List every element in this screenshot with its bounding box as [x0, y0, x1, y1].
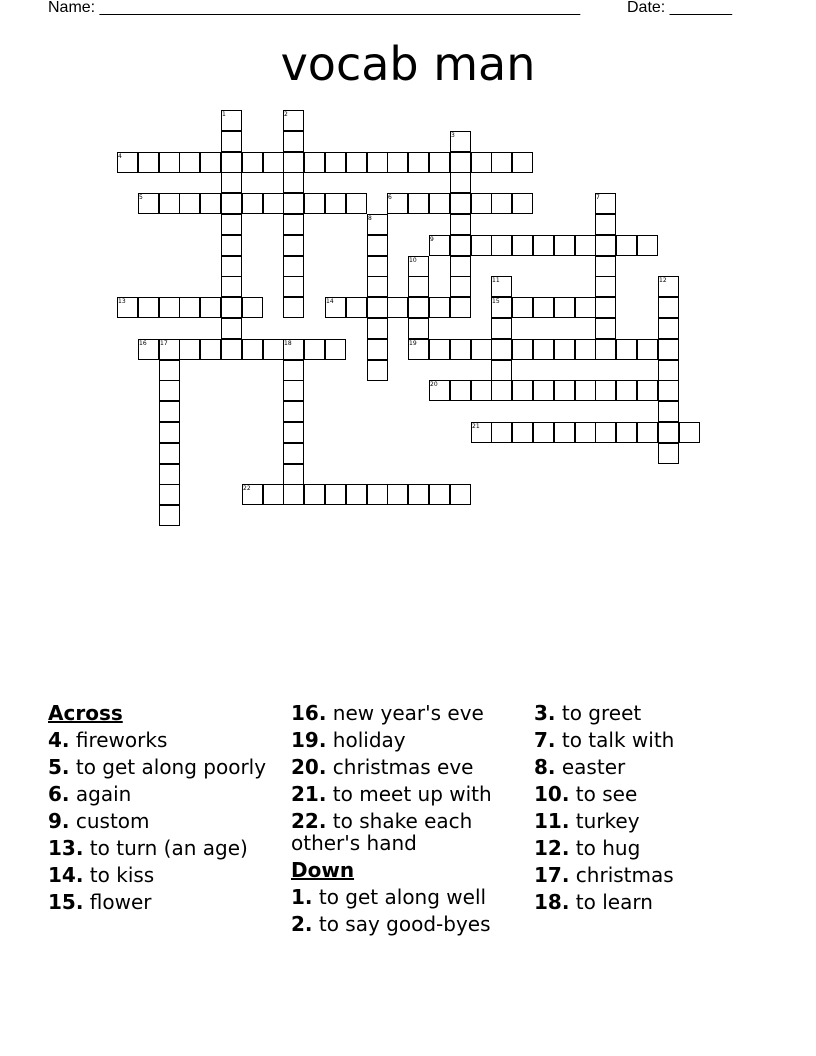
grid-cell[interactable]	[637, 380, 658, 401]
grid-cell[interactable]	[658, 443, 679, 464]
clue-item-text: easter	[555, 755, 626, 779]
clue-column-3	[534, 702, 770, 918]
grid-cell[interactable]	[429, 152, 450, 173]
grid-cell[interactable]	[533, 235, 554, 256]
clue-item-number: 14.	[48, 863, 84, 887]
grid-cell[interactable]	[283, 131, 304, 152]
clue-item	[534, 729, 770, 751]
grid-cell[interactable]	[179, 152, 200, 173]
grid-cell[interactable]	[512, 422, 533, 443]
grid-cell[interactable]	[491, 422, 512, 443]
clue-item-number: 9.	[48, 809, 70, 833]
clue-item-number: 11.	[534, 809, 570, 833]
grid-cell[interactable]	[367, 276, 388, 297]
grid-cell[interactable]	[575, 297, 596, 318]
grid-cell[interactable]	[491, 152, 512, 173]
clue-number: 6	[388, 194, 392, 201]
grid-cell[interactable]	[221, 193, 242, 214]
clue-number: 1	[222, 111, 226, 118]
grid-cell[interactable]	[159, 484, 180, 505]
clue-item-number: 6.	[48, 782, 70, 806]
grid-cell[interactable]	[595, 214, 616, 235]
grid-cell[interactable]	[283, 256, 304, 277]
grid-cell[interactable]	[367, 256, 388, 277]
clue-item-number: 2.	[291, 912, 313, 936]
grid-cell[interactable]	[221, 276, 242, 297]
clue-item-text: to greet	[555, 701, 642, 725]
grid-cell[interactable]	[283, 214, 304, 235]
grid-cell[interactable]	[450, 172, 471, 193]
grid-cell[interactable]	[179, 339, 200, 360]
grid-cell[interactable]	[471, 380, 492, 401]
grid-cell[interactable]	[325, 193, 346, 214]
clue-item-text: to learn	[569, 890, 653, 914]
grid-cell[interactable]	[138, 297, 159, 318]
grid-cell[interactable]	[346, 484, 367, 505]
grid-cell[interactable]	[221, 235, 242, 256]
grid-cell[interactable]	[575, 235, 596, 256]
clue-item	[534, 810, 770, 832]
clue-item	[48, 810, 284, 832]
grid-cell[interactable]	[658, 297, 679, 318]
grid-cell[interactable]	[159, 401, 180, 422]
grid-cell[interactable]	[367, 318, 388, 339]
grid-cell[interactable]	[554, 339, 575, 360]
grid-cell[interactable]	[283, 443, 304, 464]
clue-item-text: to hug	[569, 836, 641, 860]
grid-cell[interactable]	[200, 339, 221, 360]
grid-cell[interactable]	[512, 152, 533, 173]
clue-item-text: to meet up with	[326, 782, 492, 806]
grid-cell[interactable]	[283, 297, 304, 318]
grid-cell[interactable]	[658, 401, 679, 422]
grid-cell[interactable]	[346, 297, 367, 318]
clue-item-text: to say good-byes	[312, 912, 491, 936]
grid-cell[interactable]	[263, 484, 284, 505]
grid-cell[interactable]	[408, 152, 429, 173]
grid-cell[interactable]	[283, 172, 304, 193]
clue-item-number: 13.	[48, 836, 84, 860]
clue-number: 14	[326, 298, 334, 305]
grid-cell[interactable]	[450, 276, 471, 297]
grid-cell[interactable]	[263, 339, 284, 360]
grid-cell[interactable]	[200, 297, 221, 318]
grid-cell[interactable]	[283, 484, 304, 505]
grid-cell[interactable]	[595, 318, 616, 339]
grid-cell[interactable]	[221, 318, 242, 339]
clue-item-number: 5.	[48, 755, 70, 779]
clue-item-number: 15.	[48, 890, 84, 914]
grid-cell[interactable]	[471, 193, 492, 214]
grid-cell[interactable]	[512, 193, 533, 214]
clue-item-text: to talk with	[555, 728, 675, 752]
grid-cell[interactable]	[283, 235, 304, 256]
clue-item	[48, 837, 284, 859]
grid-cell[interactable]	[471, 339, 492, 360]
clue-number: 10	[409, 257, 417, 264]
grid-cell[interactable]	[450, 235, 471, 256]
clue-item-number: 21.	[291, 782, 327, 806]
grid-cell[interactable]	[179, 193, 200, 214]
grid-cell[interactable]	[346, 193, 367, 214]
grid-cell[interactable]	[283, 380, 304, 401]
clue-number: 18	[284, 340, 292, 347]
clue-item	[291, 729, 527, 751]
grid-cell[interactable]	[658, 422, 679, 443]
grid-cell[interactable]	[283, 464, 304, 485]
grid-cell[interactable]	[637, 339, 658, 360]
grid-cell[interactable]	[491, 380, 512, 401]
grid-cell[interactable]	[491, 339, 512, 360]
clue-item	[534, 891, 770, 913]
grid-cell[interactable]	[159, 297, 180, 318]
grid-cell[interactable]	[658, 318, 679, 339]
clue-number: 8	[368, 215, 372, 222]
clue-item-text: turkey	[569, 809, 640, 833]
grid-cell[interactable]	[658, 339, 679, 360]
clue-item-number: 22.	[291, 809, 327, 833]
grid-cell[interactable]	[554, 297, 575, 318]
clue-number: 21	[472, 423, 480, 430]
grid-cell[interactable]	[595, 339, 616, 360]
clue-number: 15	[492, 298, 500, 305]
grid-cell[interactable]	[283, 401, 304, 422]
grid-cell[interactable]	[367, 297, 388, 318]
grid-cell[interactable]	[221, 172, 242, 193]
grid-cell[interactable]	[221, 214, 242, 235]
grid-cell[interactable]	[450, 256, 471, 277]
grid-cell[interactable]	[159, 380, 180, 401]
grid-cell[interactable]	[159, 152, 180, 173]
grid-cell[interactable]	[450, 297, 471, 318]
clue-item	[291, 783, 527, 805]
grid-cell[interactable]	[450, 484, 471, 505]
grid-cell[interactable]	[304, 339, 325, 360]
clue-item-text: holiday	[326, 728, 406, 752]
grid-cell[interactable]	[533, 380, 554, 401]
grid-cell[interactable]	[554, 380, 575, 401]
grid-cell[interactable]	[200, 193, 221, 214]
grid-cell[interactable]	[658, 360, 679, 381]
clue-item-number: 16.	[291, 701, 327, 725]
grid-cell[interactable]	[367, 360, 388, 381]
grid-cell[interactable]	[616, 339, 637, 360]
clue-item	[291, 886, 527, 908]
across-heading: Across	[48, 701, 123, 725]
clue-number: 11	[492, 277, 500, 284]
clue-item	[291, 756, 527, 778]
clue-item-text: fireworks	[69, 728, 168, 752]
clue-number: 3	[451, 132, 455, 139]
clue-item	[291, 913, 527, 935]
name-field-label[interactable]: Name: ______________________________________________________	[48, 0, 581, 16]
grid-cell[interactable]	[304, 484, 325, 505]
grid-cell[interactable]	[429, 339, 450, 360]
grid-cell[interactable]	[595, 422, 616, 443]
grid-cell[interactable]	[304, 193, 325, 214]
grid-cell[interactable]	[616, 235, 637, 256]
grid-cell[interactable]	[533, 297, 554, 318]
clue-item-number: 4.	[48, 728, 70, 752]
grid-cell[interactable]	[325, 484, 346, 505]
clue-item-text: custom	[69, 809, 150, 833]
grid-cell[interactable]	[450, 214, 471, 235]
grid-cell[interactable]	[616, 380, 637, 401]
date-field-label[interactable]: Date: _______	[627, 0, 732, 16]
grid-cell[interactable]	[595, 256, 616, 277]
grid-cell[interactable]	[242, 193, 263, 214]
grid-cell[interactable]	[387, 152, 408, 173]
clue-item	[291, 810, 527, 854]
grid-cell[interactable]	[491, 360, 512, 381]
clue-item	[291, 702, 527, 724]
grid-cell[interactable]	[242, 297, 263, 318]
clue-item-text: again	[69, 782, 132, 806]
grid-cell[interactable]	[221, 297, 242, 318]
clue-item-text: to get along well	[312, 885, 487, 909]
clue-number: 20	[430, 381, 438, 388]
clue-item	[534, 756, 770, 778]
grid-cell[interactable]	[450, 380, 471, 401]
grid-cell[interactable]	[471, 235, 492, 256]
clue-item-number: 19.	[291, 728, 327, 752]
clue-item-number: 3.	[534, 701, 556, 725]
clue-item	[48, 756, 284, 778]
clue-item-text: christmas eve	[326, 755, 474, 779]
grid-cell[interactable]	[512, 235, 533, 256]
grid-cell[interactable]	[159, 464, 180, 485]
down-heading: Down	[291, 858, 355, 882]
grid-cell[interactable]	[408, 484, 429, 505]
clue-number: 2	[284, 111, 288, 118]
grid-cell[interactable]	[408, 276, 429, 297]
clue-item	[48, 891, 284, 913]
grid-cell[interactable]	[387, 484, 408, 505]
puzzle-title: vocab man	[280, 37, 536, 91]
grid-cell[interactable]	[595, 235, 616, 256]
grid-cell[interactable]	[554, 422, 575, 443]
clue-number: 19	[409, 340, 417, 347]
clue-item-text: to turn (an age)	[83, 836, 248, 860]
clue-item	[48, 864, 284, 886]
grid-cell[interactable]	[179, 297, 200, 318]
clue-number: 12	[659, 277, 667, 284]
grid-cell[interactable]	[242, 339, 263, 360]
clue-item-number: 17.	[534, 863, 570, 887]
grid-cell[interactable]	[575, 339, 596, 360]
grid-cell[interactable]	[450, 339, 471, 360]
clue-item-text: to get along poorly	[69, 755, 267, 779]
grid-cell[interactable]	[387, 297, 408, 318]
grid-cell[interactable]	[595, 297, 616, 318]
grid-cell[interactable]	[283, 152, 304, 173]
grid-cell[interactable]	[159, 505, 180, 526]
grid-cell[interactable]	[138, 152, 159, 173]
grid-cell[interactable]	[159, 193, 180, 214]
grid-cell[interactable]	[325, 152, 346, 173]
clue-item-number: 10.	[534, 782, 570, 806]
grid-cell[interactable]	[595, 380, 616, 401]
grid-cell[interactable]	[346, 152, 367, 173]
clue-item-text: new year's eve	[326, 701, 484, 725]
grid-cell[interactable]	[283, 360, 304, 381]
clue-column-1	[48, 702, 284, 918]
grid-cell[interactable]	[491, 193, 512, 214]
grid-cell[interactable]	[637, 235, 658, 256]
grid-cell[interactable]	[595, 276, 616, 297]
grid-cell[interactable]	[429, 484, 450, 505]
grid-cell[interactable]	[575, 422, 596, 443]
grid-cell[interactable]	[658, 380, 679, 401]
grid-cell[interactable]	[221, 339, 242, 360]
grid-cell[interactable]	[263, 152, 284, 173]
clue-item-text: flower	[83, 890, 152, 914]
clue-number: 22	[243, 485, 251, 492]
grid-cell[interactable]	[263, 193, 284, 214]
clue-item	[534, 702, 770, 724]
clue-item-text: to kiss	[83, 863, 155, 887]
grid-cell[interactable]	[221, 131, 242, 152]
clue-item-text: to see	[569, 782, 638, 806]
grid-cell[interactable]	[283, 193, 304, 214]
grid-cell[interactable]	[408, 193, 429, 214]
grid-cell[interactable]	[159, 360, 180, 381]
grid-cell[interactable]	[159, 422, 180, 443]
clue-item	[534, 783, 770, 805]
clue-item-number: 1.	[291, 885, 313, 909]
grid-cell[interactable]	[450, 193, 471, 214]
grid-cell[interactable]	[304, 152, 325, 173]
clue-item	[534, 864, 770, 886]
grid-cell[interactable]	[429, 297, 450, 318]
grid-cell[interactable]	[221, 256, 242, 277]
grid-cell[interactable]	[283, 422, 304, 443]
grid-cell[interactable]	[554, 235, 575, 256]
grid-cell[interactable]	[367, 339, 388, 360]
clue-item-number: 18.	[534, 890, 570, 914]
grid-cell[interactable]	[159, 443, 180, 464]
grid-cell[interactable]	[367, 235, 388, 256]
grid-cell[interactable]	[491, 235, 512, 256]
grid-cell[interactable]	[512, 339, 533, 360]
clue-item-number: 12.	[534, 836, 570, 860]
grid-cell[interactable]	[471, 152, 492, 173]
clue-number: 9	[430, 236, 434, 243]
clue-item-number: 7.	[534, 728, 556, 752]
grid-cell[interactable]	[283, 276, 304, 297]
clue-number: 7	[596, 194, 600, 201]
grid-cell[interactable]	[491, 318, 512, 339]
grid-cell[interactable]	[512, 297, 533, 318]
grid-cell[interactable]	[616, 422, 637, 443]
grid-cell[interactable]	[200, 152, 221, 173]
grid-cell[interactable]	[429, 193, 450, 214]
grid-cell[interactable]	[221, 152, 242, 173]
clue-column-2	[291, 702, 527, 940]
clue-number: 5	[139, 194, 143, 201]
grid-cell[interactable]	[408, 318, 429, 339]
grid-cell[interactable]	[533, 339, 554, 360]
grid-cell[interactable]	[242, 152, 263, 173]
grid-cell[interactable]	[325, 339, 346, 360]
grid-cell[interactable]	[533, 422, 554, 443]
grid-cell[interactable]	[450, 152, 471, 173]
clue-number: 13	[118, 298, 126, 305]
grid-cell[interactable]	[408, 297, 429, 318]
clue-number: 16	[139, 340, 147, 347]
clue-number: 4	[118, 153, 122, 160]
clue-item	[48, 729, 284, 751]
clue-item-text: to shake each other's hand	[291, 809, 473, 855]
grid-cell[interactable]	[367, 484, 388, 505]
grid-cell[interactable]	[512, 380, 533, 401]
clue-item-number: 20.	[291, 755, 327, 779]
clue-item	[534, 837, 770, 859]
grid-cell[interactable]	[637, 422, 658, 443]
clue-item-text: christmas	[569, 863, 674, 887]
grid-cell[interactable]	[367, 152, 388, 173]
clue-item	[48, 783, 284, 805]
grid-cell[interactable]	[575, 380, 596, 401]
clue-item-number: 8.	[534, 755, 556, 779]
clue-number: 17	[160, 340, 168, 347]
grid-cell[interactable]	[679, 422, 700, 443]
